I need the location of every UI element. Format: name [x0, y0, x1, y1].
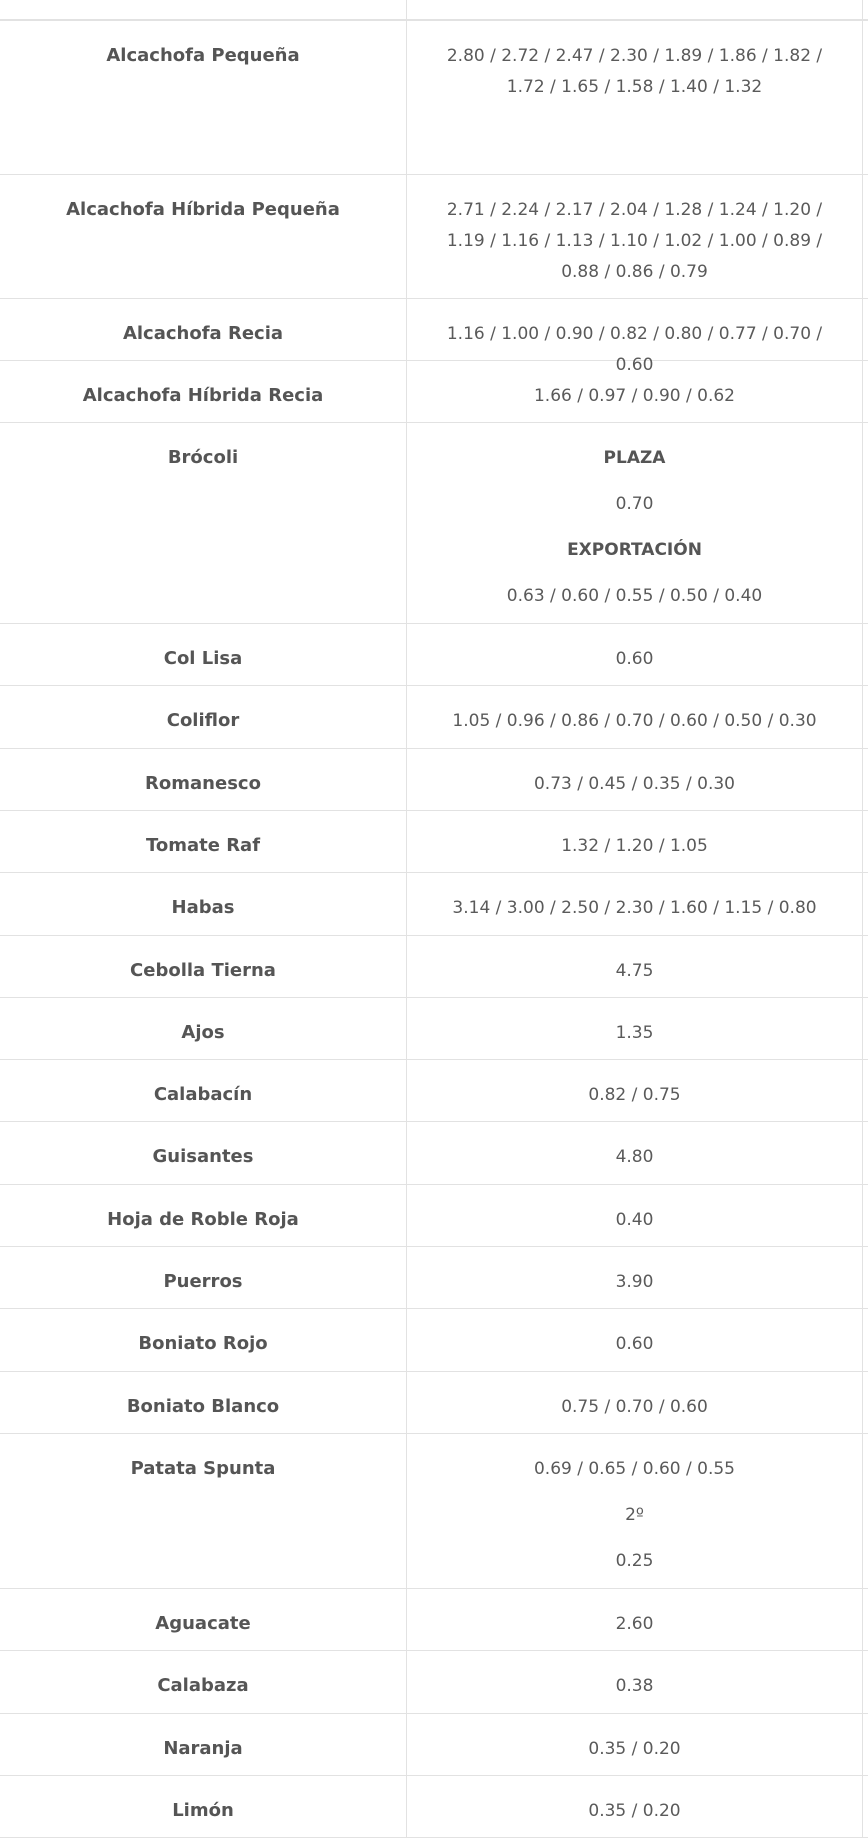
second-label: 2º	[625, 1505, 644, 1525]
plaza-price: 0.70	[615, 494, 654, 514]
table-row-top-spacer	[0, 0, 868, 20]
product-price: 1.35	[407, 998, 863, 1059]
table-row	[0, 1589, 868, 1651]
product-price: 2.80 / 2.72 / 2.47 / 2.30 / 1.89 / 1.86 / 1.82 / 1.72 / 1.65 / 1.58 / 1.40 / 1.32	[407, 21, 863, 174]
product-price	[407, 1434, 863, 1588]
product-name: Naranja	[0, 1714, 407, 1775]
table-row	[0, 423, 868, 624]
product-name: Alcachofa Pequeña	[0, 21, 407, 174]
product-price	[407, 423, 863, 623]
product-name: Alcachofa Híbrida Recia	[0, 361, 407, 422]
export-price: 0.63 / 0.60 / 0.55 / 0.50 / 0.40	[506, 586, 763, 606]
second-price: 0.25	[615, 1551, 654, 1571]
product-price: 3.14 / 3.00 / 2.50 / 2.30 / 1.60 / 1.15 / 0.80	[407, 873, 863, 935]
price-cell	[407, 0, 863, 19]
product-name: Romanesco	[0, 749, 407, 810]
product-name: Ajos	[0, 998, 407, 1059]
product-name: Tomate Raf	[0, 811, 407, 872]
product-name: Calabaza	[0, 1651, 407, 1713]
product-price: 1.32 / 1.20 / 1.05	[407, 811, 863, 872]
product-name: Puerros	[0, 1247, 407, 1308]
table-row	[0, 1651, 868, 1714]
table-row	[0, 1372, 868, 1434]
product-name: Coliflor	[0, 686, 407, 748]
product-name: Cebolla Tierna	[0, 936, 407, 997]
product-name: Guisantes	[0, 1122, 407, 1184]
product-name: Limón	[0, 1776, 407, 1837]
table-row	[0, 20, 868, 175]
table-row	[0, 1309, 868, 1372]
product-name: Habas	[0, 873, 407, 935]
table-row	[0, 1714, 868, 1776]
export-label: EXPORTACIÓN	[567, 540, 702, 560]
table-row	[0, 175, 868, 299]
product-price: 0.60	[407, 624, 863, 685]
name-cell	[0, 0, 407, 19]
table-row	[0, 299, 868, 375]
product-name: Col Lisa	[0, 624, 407, 685]
product-price: 0.40	[407, 1185, 863, 1246]
table-row	[0, 998, 868, 1060]
product-name: Aguacate	[0, 1589, 407, 1650]
table-row	[0, 1776, 868, 1838]
product-price: 0.75 / 0.70 / 0.60	[407, 1372, 863, 1433]
table-row	[0, 936, 868, 998]
product-price: 0.60	[407, 1309, 863, 1371]
first-price: 0.69 / 0.65 / 0.60 / 0.55	[533, 1459, 735, 1479]
table-row	[0, 873, 868, 936]
table-row	[0, 1247, 868, 1309]
table-row	[0, 811, 868, 873]
table-row	[0, 361, 868, 423]
table-row	[0, 749, 868, 811]
table-row	[0, 624, 868, 686]
product-price: 0.82 / 0.75	[407, 1060, 863, 1121]
product-name: Hoja de Roble Roja	[0, 1185, 407, 1246]
product-price: 4.80	[407, 1122, 863, 1184]
product-price: 4.75	[407, 936, 863, 997]
product-price: 0.38	[407, 1651, 863, 1713]
product-name: Boniato Blanco	[0, 1372, 407, 1433]
product-name: Alcachofa Recia	[0, 299, 407, 360]
table-row	[0, 1060, 868, 1122]
table-row	[0, 686, 868, 749]
product-price: 1.05 / 0.96 / 0.86 / 0.70 / 0.60 / 0.50 / 0.30	[407, 686, 863, 748]
product-price: 0.73 / 0.45 / 0.35 / 0.30	[407, 749, 863, 810]
table-row	[0, 1434, 868, 1589]
product-price: 0.35 / 0.20	[407, 1776, 863, 1837]
product-price: 0.35 / 0.20	[407, 1714, 863, 1775]
product-name: Brócoli	[0, 423, 407, 623]
product-name: Alcachofa Híbrida Pequeña	[0, 175, 407, 298]
product-price: 1.66 / 0.97 / 0.90 / 0.62	[407, 361, 863, 422]
product-price: 2.60	[407, 1589, 863, 1650]
product-price: 1.16 / 1.00 / 0.90 / 0.82 / 0.80 / 0.77 / 0.70 / 0.60	[407, 299, 863, 360]
product-name: Patata Spunta	[0, 1434, 407, 1588]
table-row	[0, 1122, 868, 1185]
product-name: Boniato Rojo	[0, 1309, 407, 1371]
product-name: Calabacín	[0, 1060, 407, 1121]
plaza-label: PLAZA	[603, 448, 666, 468]
table-row	[0, 1185, 868, 1247]
product-price: 2.71 / 2.24 / 2.17 / 2.04 / 1.28 / 1.24 / 1.20 / 1.19 / 1.16 / 1.13 / 1.10 / 1.02 / 1.00 / 0.89 / 0.88 / 0.86 / 0.79	[407, 175, 863, 298]
product-price: 3.90	[407, 1247, 863, 1308]
